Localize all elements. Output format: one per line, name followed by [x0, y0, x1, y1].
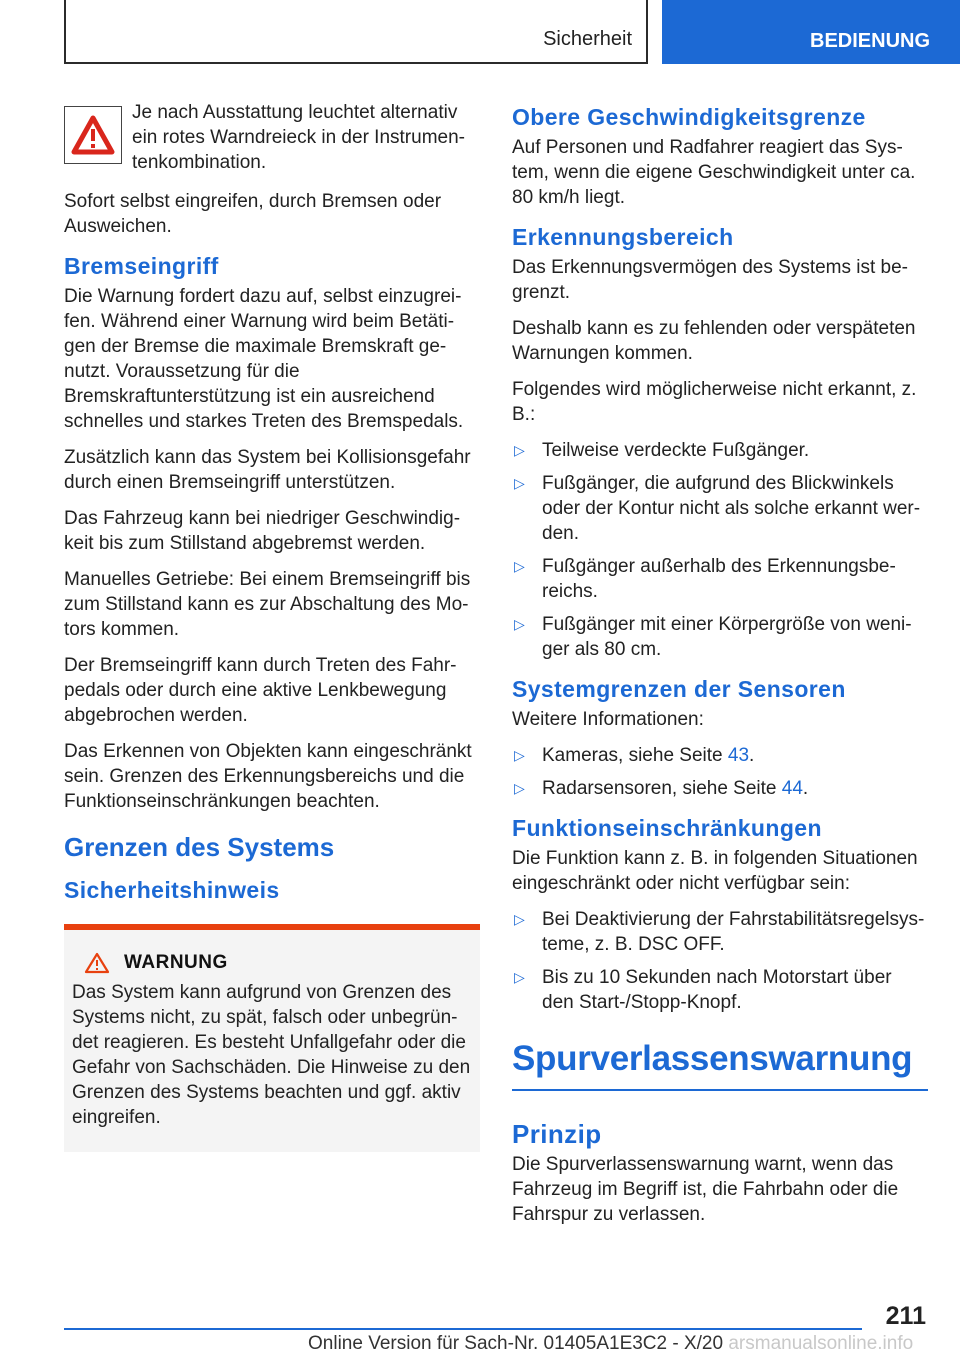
left-column	[64, 100, 480, 1152]
list-item-text: Teilweise verdeckte Fußgänger.	[542, 440, 810, 461]
detect-text: Deshalb kann es zu fehlenden oder verspäteten Warnungen kommen.	[512, 318, 916, 364]
brake-paragraph: Zusätzlich kann das System bei Kollisionsgefahr durch einen Bremseingriff unterstützen.	[64, 447, 471, 493]
intro-text: Sofort selbst eingreifen, durch Bremsen oder Ausweichen.	[64, 191, 442, 237]
list-item-text: Fußgänger, die aufgrund des Blickwinkels oder der Kontur nicht als solche erkannt wer-den.	[542, 473, 921, 544]
bullet-triangle-icon: ▷	[514, 442, 525, 458]
list-item-text: Bei Deaktivierung der Fahrstabilitätsregelsys-teme, z. B. DSC OFF.	[542, 909, 925, 955]
func-list	[512, 907, 928, 1015]
func-heading: Funktionseinschränkungen	[512, 815, 822, 841]
bullet-triangle-icon: ▷	[514, 475, 525, 491]
bullet-triangle-icon: ▷	[514, 747, 525, 763]
right-column	[512, 100, 928, 1238]
warning-box-header	[84, 952, 472, 974]
list-item-text: Radarsensoren, siehe Seite	[542, 778, 782, 799]
footer-divider	[64, 1328, 862, 1330]
bullet-triangle-icon: ▷	[514, 558, 525, 574]
list-item-text: Bis zu 10 Sekunden nach Motorstart über den Start-/Stopp-Knopf.	[542, 967, 892, 1013]
header-section-box	[64, 0, 648, 64]
list-item	[512, 776, 928, 801]
online-version-text: Online Version für Sach-Nr. 01405A1E3C2 - X/20	[308, 1333, 724, 1354]
speed-text: Auf Personen und Radfahrer reagiert das Sys-tem, wenn die eigene Geschwindigkeit unter ca. 80 km/h liegt.	[512, 137, 916, 208]
limits-heading: Grenzen des Systems	[64, 832, 335, 862]
brake-paragraph: Die Warnung fordert dazu auf, selbst einzugrei-fen. Während einer Warnung wird beim Betäti-gen der Bremse die maximale Bremskraft ge-nutzt. Voraussetzung für die Bremskraftunterstützung ist ein ausreichend schnelles und starkes Treten des Bremspedals.	[64, 286, 464, 432]
page-link-radar[interactable]: 44	[781, 778, 803, 799]
speed-heading: Obere Geschwindigkeitsgrenze	[512, 104, 866, 130]
warning-icon	[84, 952, 110, 974]
bullet-triangle-icon: ▷	[514, 616, 525, 632]
safety-heading: Sicherheitshinweis	[64, 877, 280, 903]
warning-text: Das System kann aufgrund von Grenzen des Systems nicht, zu spät, falsch oder unbegrün-det reagieren. Es besteht Unfallgefahr oder die Gefahr von Sachschäden. Die Hinweise zu den Grenzen des Systems beachten und ggf. aktiv eingreifen.	[72, 982, 471, 1128]
list-item	[512, 612, 928, 662]
detect-heading: Erkennungsbereich	[512, 224, 734, 250]
brake-paragraph: Der Bremseingriff kann durch Treten des Fahr-pedals oder durch eine aktive Lenkbewegung abgebrochen werden.	[64, 655, 457, 726]
detect-text: Das Erkennungsvermögen des Systems ist be-grenzt.	[512, 257, 909, 303]
list-item	[512, 907, 928, 957]
func-text: Die Funktion kann z. B. in folgenden Situationen eingeschränkt oder nicht verfügbar sein:	[512, 848, 918, 894]
brake-heading: Bremseingriff	[64, 253, 219, 279]
warning-triangle-note	[64, 100, 480, 175]
sensor-text: Weitere Informationen:	[512, 709, 704, 730]
brake-paragraph: Das Erkennen von Objekten kann eingeschränkt sein. Grenzen des Erkennungsbereichs und die Funktionseinschränkungen beachten.	[64, 741, 472, 812]
page-link-cameras[interactable]: 43	[727, 745, 750, 766]
warning-triangle-icon	[64, 106, 122, 164]
warning-box	[64, 924, 480, 1152]
warning-label: WARNUNG	[124, 952, 228, 973]
sensor-list	[512, 743, 928, 801]
detect-text: Folgendes wird möglicherweise nicht erkannt, z. B.:	[512, 379, 917, 425]
page-number: 211	[885, 1302, 926, 1330]
watermark-text: arsmanualsonline.info	[728, 1333, 914, 1354]
footer	[308, 1333, 913, 1355]
list-item	[512, 743, 928, 768]
list-item-end: .	[802, 778, 809, 799]
list-item-end: .	[749, 745, 755, 766]
bullet-triangle-icon: ▷	[514, 969, 525, 985]
list-item-text: Fußgänger mit einer Körpergröße von weni-ger als 80 cm.	[542, 614, 912, 660]
list-item	[512, 438, 928, 463]
brake-paragraph: Manuelles Getriebe: Bei einem Bremseingriff bis zum Stillstand kann es zur Abschaltung des Mo-tors kommen.	[64, 569, 471, 640]
list-item	[512, 471, 928, 546]
list-item-text: Kameras, siehe Seite	[542, 745, 728, 766]
bullet-triangle-icon: ▷	[514, 780, 525, 796]
list-item	[512, 554, 928, 604]
list-item-text: Fußgänger außerhalb des Erkennungsbe-reichs.	[542, 556, 896, 602]
warning-triangle-text: Je nach Ausstattung leuchtet alternativ ein rotes Warndreieck in der Instrumen-tenkombination.	[132, 102, 465, 173]
list-item	[512, 965, 928, 1015]
sensor-heading: Systemgrenzen der Sensoren	[512, 676, 846, 702]
detect-list	[512, 438, 928, 662]
header-section-title: Sicherheit	[543, 28, 632, 50]
brake-paragraph: Das Fahrzeug kann bei niedriger Geschwindig-keit bis zum Stillstand abgebremst werden.	[64, 508, 461, 554]
bullet-triangle-icon: ▷	[514, 911, 525, 927]
header-chapter-tab[interactable]: BEDIENUNG	[662, 0, 960, 64]
principle-text: Die Spurverlassenswarnung warnt, wenn das Fahrzeug im Begriff ist, die Fahrbahn oder die Fahrspur zu verlassen.	[512, 1154, 899, 1225]
lane-heading: Spurverlassenswarnung	[512, 1039, 928, 1091]
principle-heading: Prinzip	[512, 1119, 602, 1149]
